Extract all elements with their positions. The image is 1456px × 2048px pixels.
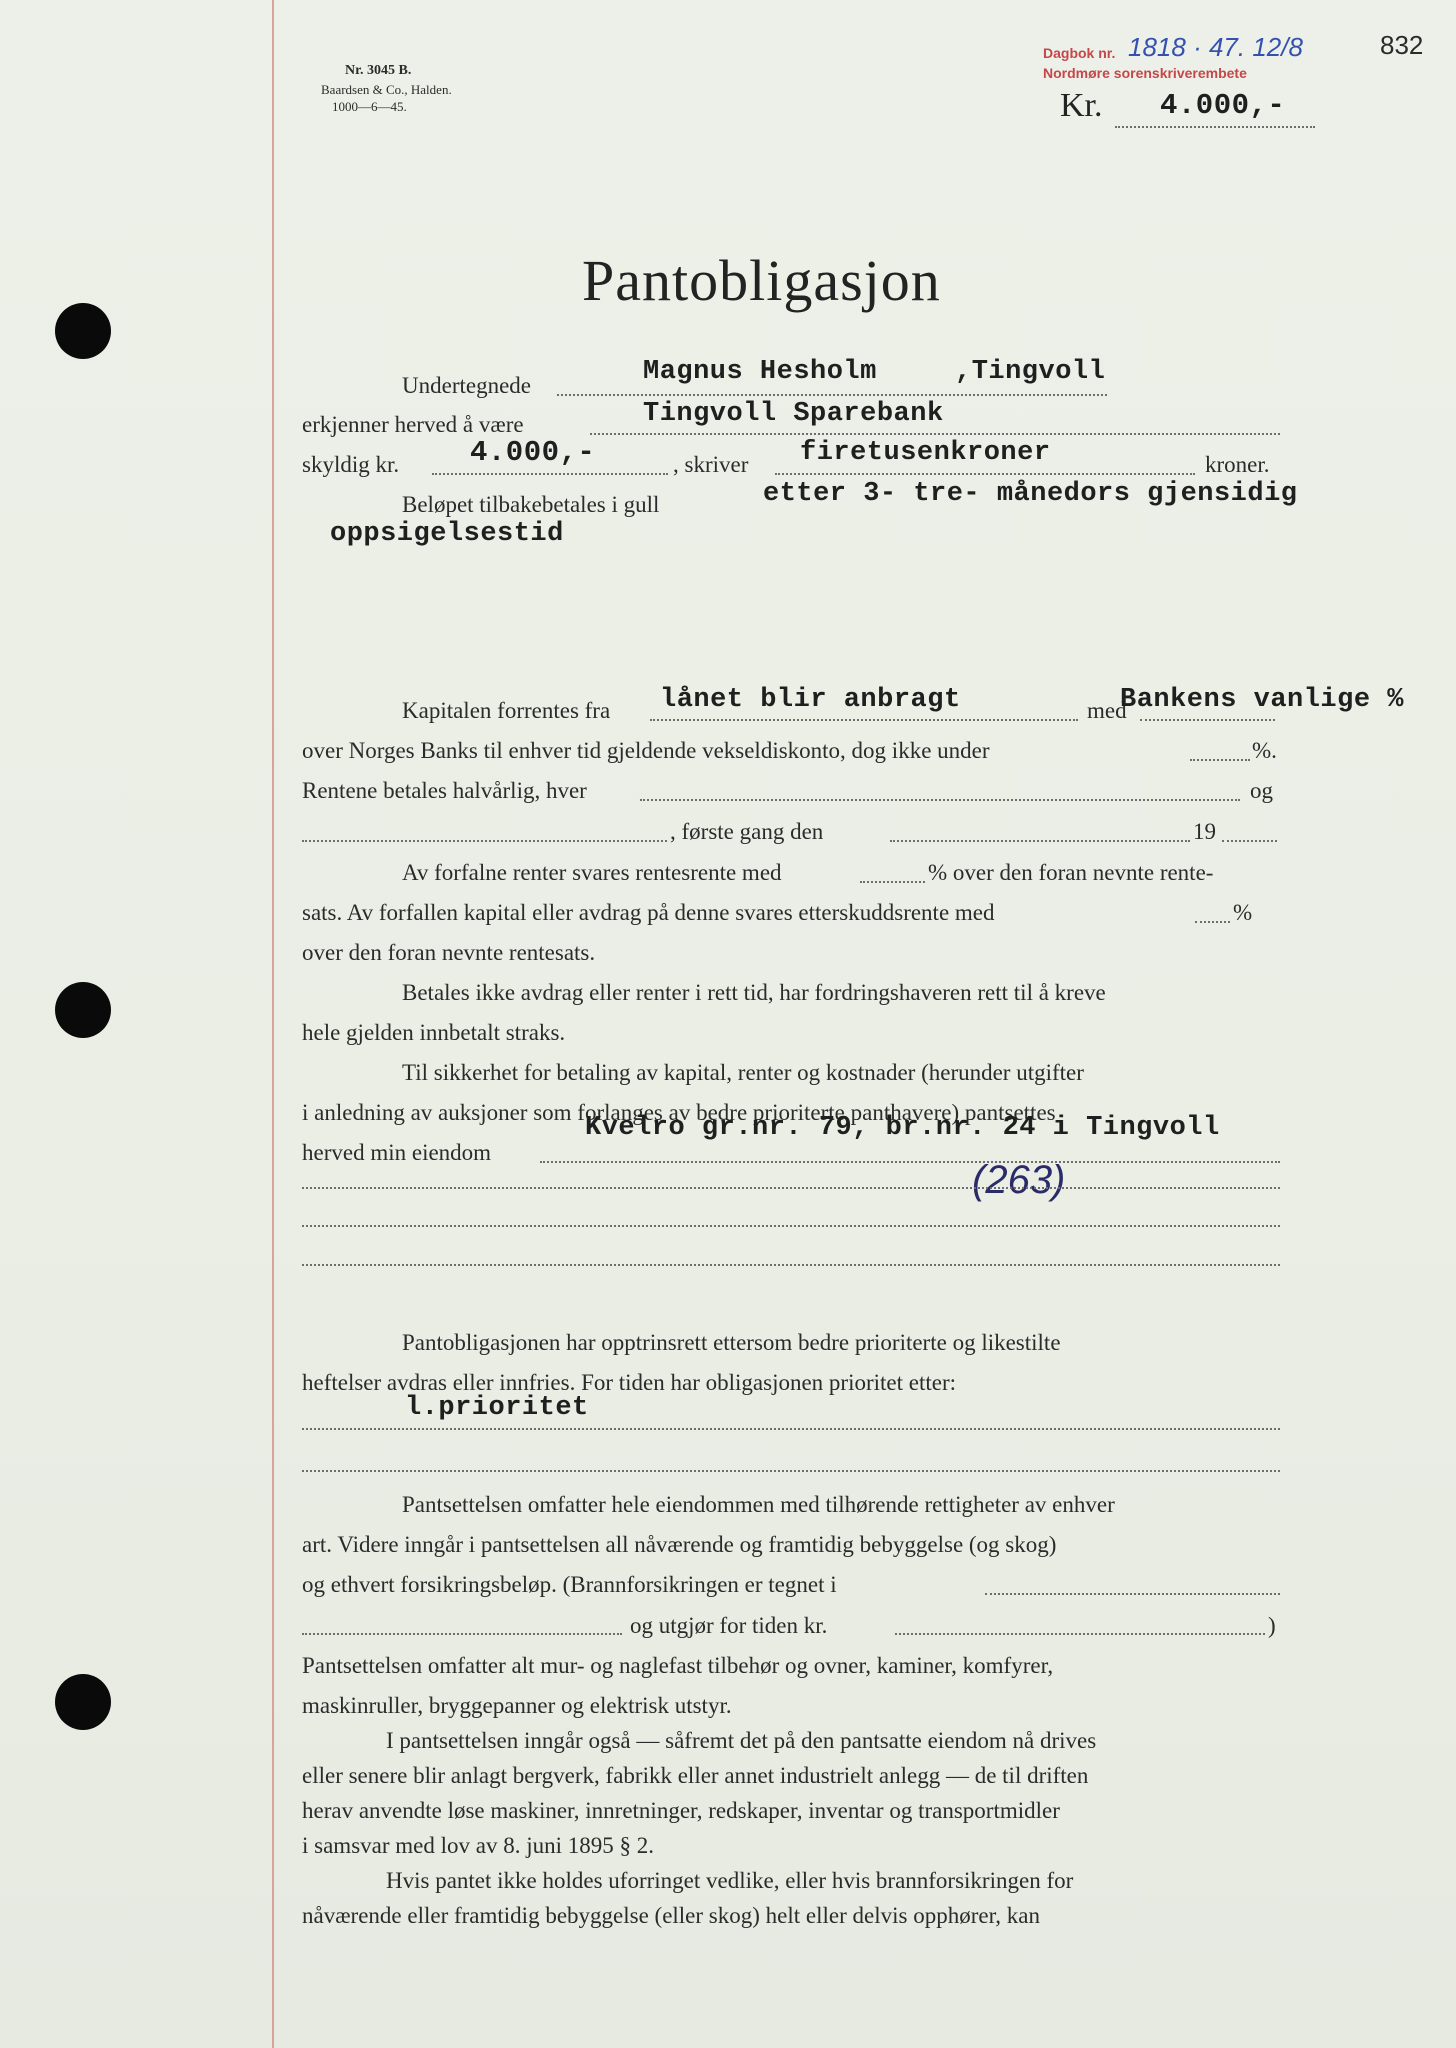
p6-line4: i samsvar med lov av 8. juni 1895 § 2. <box>302 1833 654 1858</box>
margin-line <box>272 0 274 2048</box>
undertegnede-place: ,Tingvoll <box>955 357 1106 387</box>
property-line <box>540 1161 1280 1163</box>
p5-line2: maskinruller, bryggepanner og elektrisk utstyr. <box>302 1693 732 1718</box>
p7-line2: nåværende eller framtidig bebyggelse (eller skog) helt eller delvis opphører, kan <box>302 1903 1041 1928</box>
property-handwritten-note: (263) <box>972 1158 1066 1202</box>
p6-line2: eller senere blir anlagt bergverk, fabrikk eller annet industrielt anlegg — de til driften <box>302 1763 1089 1788</box>
forste-gang-year-line <box>1222 840 1277 842</box>
p7-line1: Hvis pantet ikke holdes uforringet vedlike, eller hvis brannforsikringen for <box>386 1868 1074 1893</box>
forste-gang-text: , første gang den <box>670 819 824 844</box>
p4-line4-end: ) <box>1268 1613 1276 1638</box>
rentesats-text: over den foran nevnte rentesats. <box>302 940 596 965</box>
forste-gang-year: 19 <box>1193 819 1216 844</box>
undertegnede-line <box>557 394 1107 396</box>
belopet-value: etter 3- tre- månedors gjensidig <box>763 479 1298 509</box>
punch-hole <box>55 1674 111 1730</box>
property-value: Kvelro gr.nr. 79, br.nr. 24 i Tingvoll <box>585 1113 1220 1143</box>
forste-gang-line-a <box>302 840 667 842</box>
amount-value: 4.000,- <box>1160 89 1286 122</box>
skyldig-value: 4.000,- <box>470 436 596 469</box>
page-number: 832 <box>1380 30 1424 60</box>
brannforsikring-line <box>985 1593 1280 1595</box>
amount-dotted-line <box>1115 126 1315 128</box>
property-line-2 <box>302 1187 1280 1189</box>
skriver-label: , skriver <box>673 452 749 477</box>
document-title: Pantobligasjon <box>582 248 941 313</box>
skyldig-line <box>432 473 668 475</box>
minimum-rate-pct: %. <box>1252 738 1277 763</box>
med-label: med <box>1087 698 1127 723</box>
form-print-run: 1000—6—45. <box>332 99 407 114</box>
belopet-label: Beløpet tilbakebetales i gull <box>402 492 660 517</box>
erkjenner-label: erkjenner herved å være <box>302 412 524 437</box>
form-number: Nr. 3045 B. <box>345 63 412 78</box>
p2-line2: i anledning av auksjoner som forlanges av bedre prioriterte panthavere) pantsettes <box>302 1100 1056 1125</box>
etterskuddsrente-line <box>1195 921 1230 923</box>
rentesrente-line <box>860 881 925 883</box>
erkjenner-value: Tingvoll Sparebank <box>643 399 944 429</box>
etterskuddsrente-pct: % <box>1233 900 1253 925</box>
skriver-line <box>775 473 1195 475</box>
p4-line3: og ethvert forsikringsbeløp. (Brannforsikringen er tegnet i <box>302 1572 837 1597</box>
punch-hole <box>55 303 111 359</box>
undertegnede-label: Undertegnede <box>402 373 531 398</box>
p1-line1: Betales ikke avdrag eller renter i rett tid, har fordringshaveren rett til å kreve <box>402 980 1106 1005</box>
stamp-court-label: Nordmøre sorenskriverembete <box>1043 65 1247 81</box>
skriver-value: firetusenkroner <box>800 438 1051 468</box>
p2-line1: Til sikkerhet for betaling av kapital, renter og kostnader (herunder utgifter <box>402 1060 1084 1085</box>
etterskuddsrente-text: sats. Av forfallen kapital eller avdrag på denne svares etterskuddsrente med <box>302 900 995 925</box>
kapitalen-label: Kapitalen forrentes fra <box>402 698 611 723</box>
kroner-label: kroner. <box>1205 452 1270 477</box>
p6-line3: herav anvendte løse maskiner, innretninger, redskaper, inventar og transportmidler <box>302 1798 1060 1823</box>
erkjenner-line <box>590 433 1280 435</box>
p4-line4: og utgjør for tiden kr. <box>630 1613 828 1638</box>
p3-line2: heftelser avdras eller innfries. For tiden har obligasjonen prioritet etter: <box>302 1370 956 1395</box>
skyldig-label: skyldig kr. <box>302 452 400 477</box>
priority-line <box>302 1428 1280 1430</box>
stamp-handwritten-entry: 1818 · 47. 12/8 <box>1128 32 1303 62</box>
p2-line3: herved min eiendom <box>302 1140 492 1165</box>
p3-line1: Pantobligasjonen har opptrinsrett ettersom bedre prioriterte og likestilte <box>402 1330 1061 1355</box>
kapitalen-line <box>650 719 1078 721</box>
stamp-diary-label: Dagbok nr. <box>1043 45 1116 61</box>
form-printer: Baardsen & Co., Halden. <box>321 82 452 97</box>
utgjor-line-b <box>895 1633 1265 1635</box>
belopet-value-continued: oppsigelsestid <box>330 519 564 549</box>
rentene-og: og <box>1250 778 1273 803</box>
undertegnede-value: Magnus Hesholm <box>643 357 877 387</box>
vekseldiskonto-text: over Norges Banks til enhver tid gjeldende vekseldiskonto, dog ikke under <box>302 738 990 763</box>
punch-hole <box>55 982 111 1038</box>
minimum-rate-line <box>1190 759 1250 761</box>
priority-value: l.prioritet <box>405 1393 589 1423</box>
rentesrente-text: Av forfalne renter svares rentesrente med <box>402 860 782 885</box>
priority-line-2 <box>302 1470 1280 1472</box>
rentene-line <box>640 799 1240 801</box>
kapitalen-value: lånet blir anbragt <box>660 685 961 715</box>
p6-line1: I pantsettelsen inngår også — såfremt det på den pantsatte eiendom nå drives <box>386 1728 1097 1753</box>
p4-line1: Pantsettelsen omfatter hele eiendommen med tilhørende rettigheter av enhver <box>402 1492 1115 1517</box>
rate-value: Bankens vanlige % <box>1120 685 1404 715</box>
amount-prefix: Kr. <box>1060 87 1103 124</box>
rate-line <box>1140 719 1275 721</box>
utgjor-line-a <box>302 1633 622 1635</box>
rentesrente-rest: % over den foran nevnte rente- <box>928 860 1214 885</box>
property-line-4 <box>302 1264 1280 1266</box>
rentene-text: Rentene betales halvårlig, hver <box>302 778 587 803</box>
p4-line2: art. Videre inngår i pantsettelsen all nåværende og framtidig bebyggelse (og skog) <box>302 1532 1057 1557</box>
p1-line2: hele gjelden innbetalt straks. <box>302 1020 566 1045</box>
p5-line1: Pantsettelsen omfatter alt mur- og naglefast tilbehør og ovner, kaminer, komfyrer, <box>302 1653 1054 1678</box>
property-line-3 <box>302 1225 1280 1227</box>
forste-gang-line-b <box>890 840 1190 842</box>
